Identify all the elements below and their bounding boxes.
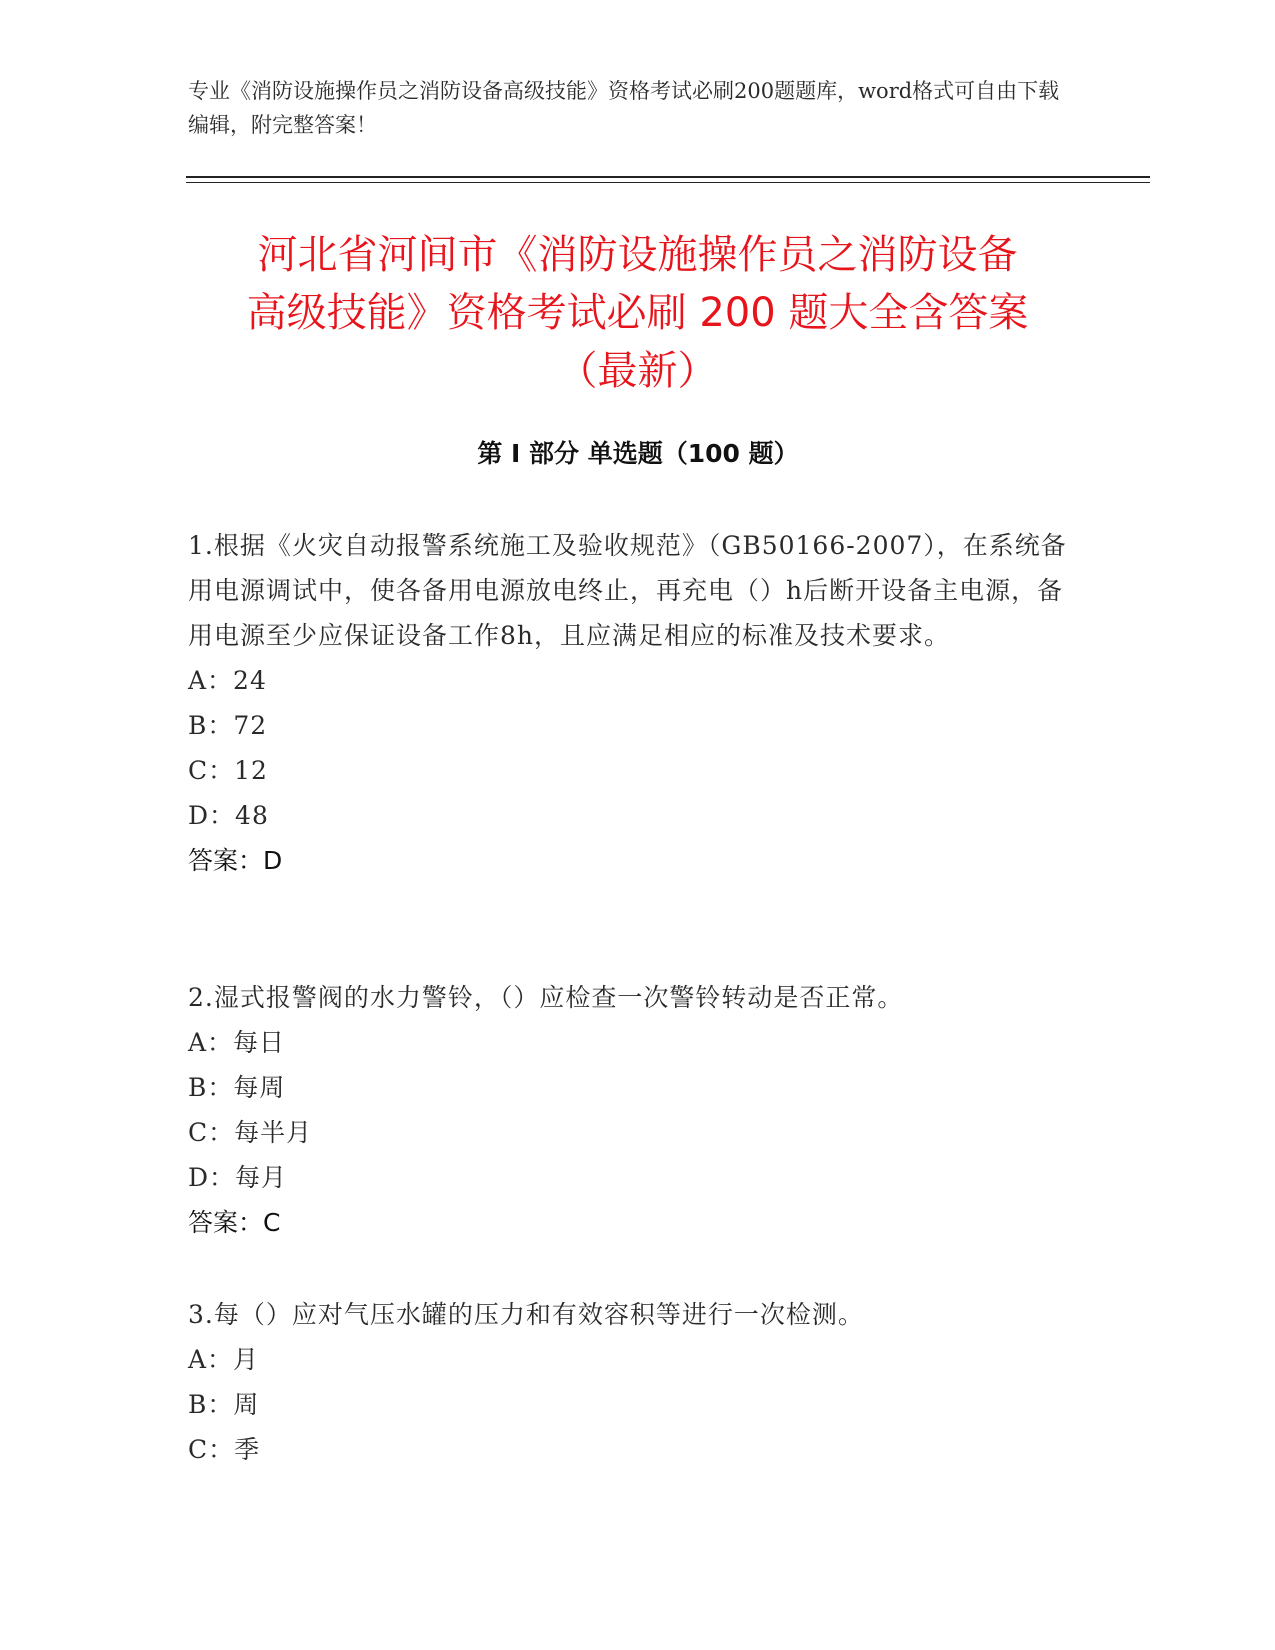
title-line: （最新） bbox=[557, 348, 718, 394]
option-a: A：月 bbox=[188, 1345, 260, 1374]
option-d: D：48 bbox=[188, 801, 269, 830]
option-b: B：72 bbox=[188, 711, 268, 740]
option-d: D：每月 bbox=[188, 1163, 288, 1192]
option-c: C：季 bbox=[188, 1435, 261, 1464]
question-1 bbox=[188, 523, 1078, 883]
option-b: B：每周 bbox=[188, 1073, 286, 1102]
title-line: 河北省河间市《消防设施操作员之消防设备 bbox=[257, 232, 1018, 278]
answer: 答案：D bbox=[188, 846, 283, 875]
document-title bbox=[160, 226, 1115, 400]
question-stem: 1.根据《火灾自动报警系统施工及验收规范》（GB50166-2007），在系统备用电源调试中，使各备用电源放电终止，再充电（）h后断开设备主电源，备用电源至少应保证设备工作8h，且应满足相应的标准及技术要求。 bbox=[188, 531, 1067, 650]
header-rule-thick bbox=[186, 176, 1150, 178]
option-c: C：12 bbox=[188, 756, 268, 785]
option-a: A：每日 bbox=[188, 1028, 286, 1057]
header-note: 专业《消防设施操作员之消防设备高级技能》资格考试必刷200题题库，word格式可自由下载编辑，附完整答案！ bbox=[188, 79, 1060, 137]
section-title: 第 I 部分 单选题（100 题） bbox=[477, 439, 799, 468]
option-b: B：周 bbox=[188, 1390, 260, 1419]
option-c: C：每半月 bbox=[188, 1118, 313, 1147]
header-rule-thin bbox=[186, 182, 1150, 183]
option-a: A：24 bbox=[188, 666, 267, 695]
question-3 bbox=[188, 1292, 1078, 1472]
question-stem: 2.湿式报警阀的水力警铃，（）应检查一次警铃转动是否正常。 bbox=[188, 983, 904, 1012]
title-line: 高级技能》资格考试必刷 200 题大全含答案 bbox=[246, 290, 1029, 336]
question-stem: 3.每（）应对气压水罐的压力和有效容积等进行一次检测。 bbox=[188, 1300, 864, 1329]
question-2 bbox=[188, 975, 1078, 1245]
answer: 答案：C bbox=[188, 1208, 281, 1237]
